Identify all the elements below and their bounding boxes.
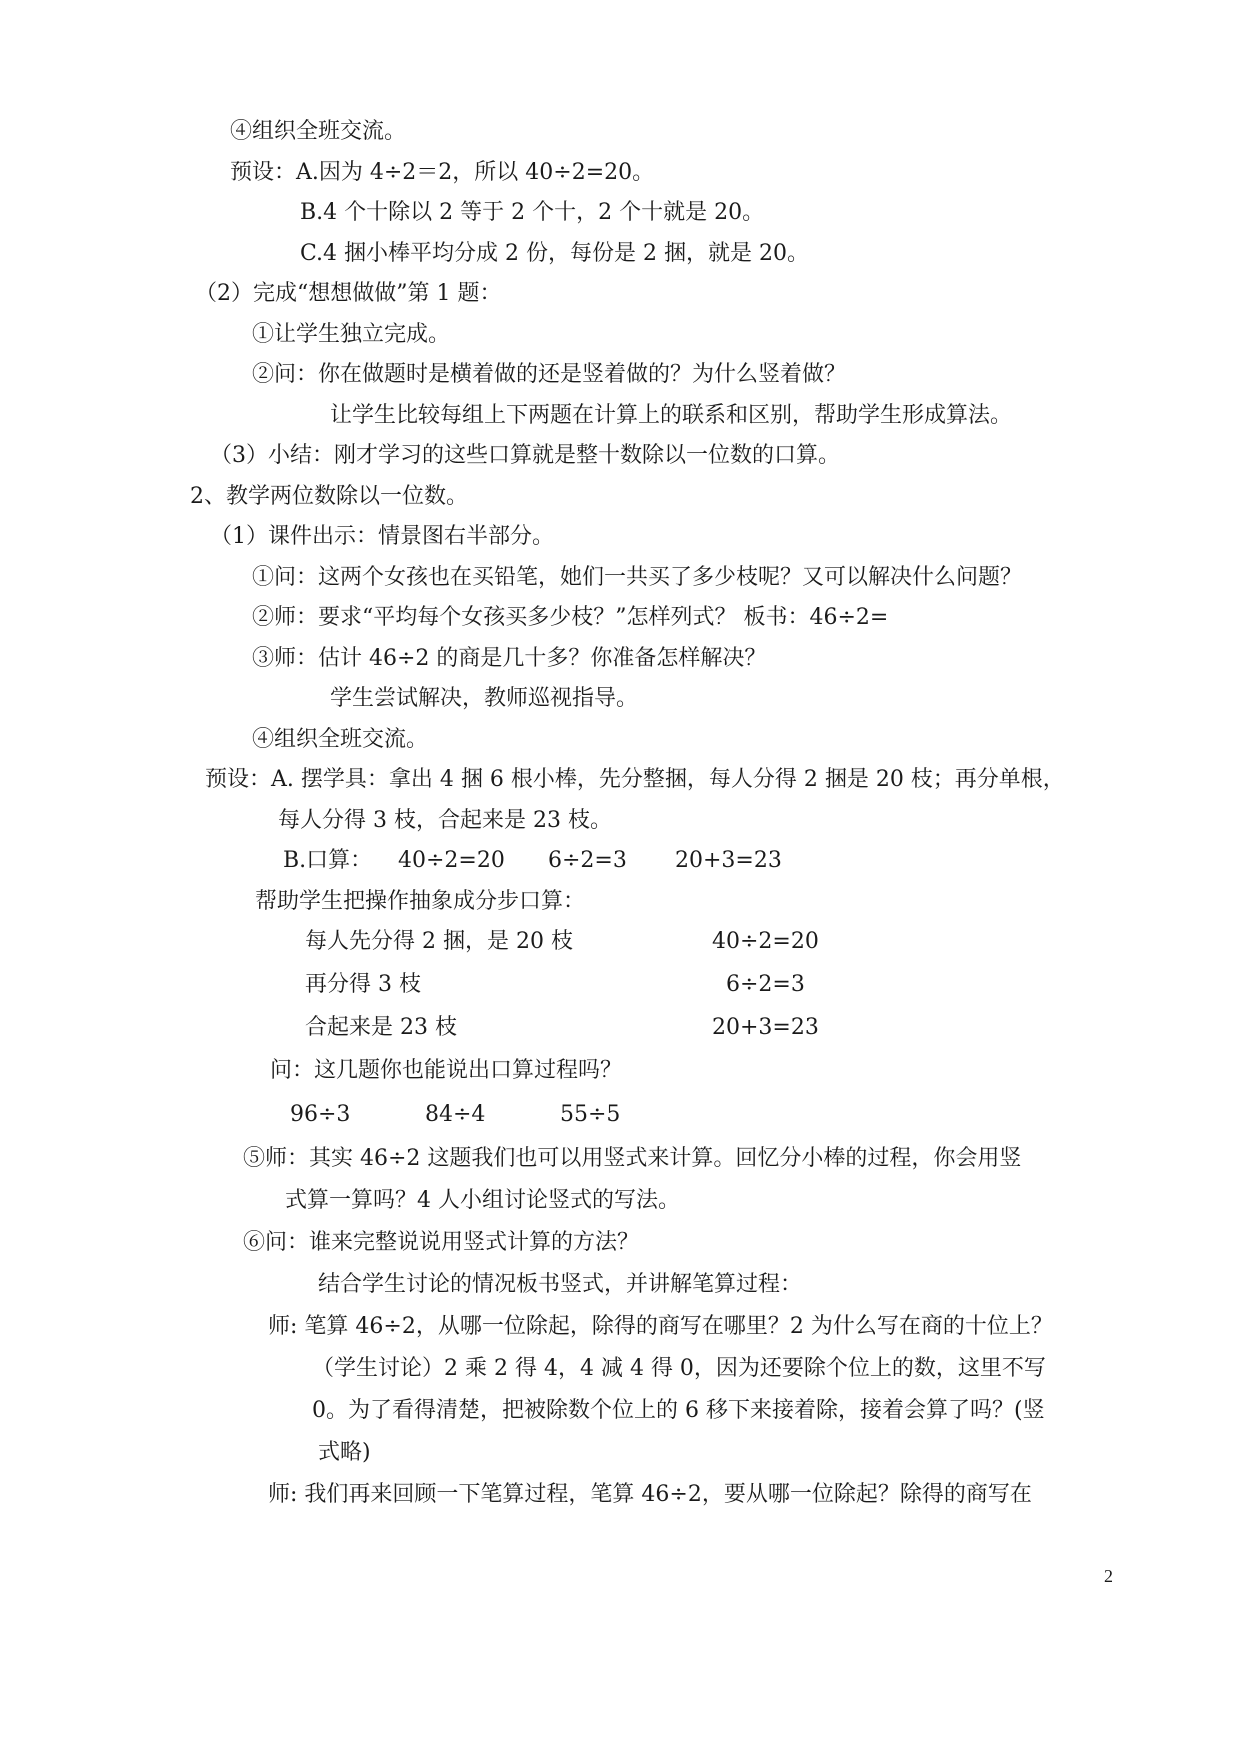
- text-line: 结合学生讨论的情况板书竖式，并讲解笔算过程：: [318, 1272, 803, 1297]
- text-line: 每人分得 3 枝，合起来是 23 枝。: [278, 808, 612, 833]
- text-line: ④组织全班交流。: [252, 727, 429, 752]
- step-expr: 20+3=23: [712, 1015, 819, 1040]
- text-line: 问：这几题你也能说出口算过程吗？: [270, 1058, 623, 1083]
- text-line: ⑤师：其实 46÷2 这题我们也可以用竖式来计算。回忆分小棒的过程，你会用竖: [243, 1146, 1022, 1171]
- oral-calc-expr: 20+3=23: [675, 848, 782, 873]
- text-line: 帮助学生把操作抽象成分步口算：: [255, 889, 586, 914]
- text-line: 师: 我们再来回顾一下笔算过程，笔算 46÷2，要从哪一位除起？除得的商写在: [268, 1482, 1032, 1507]
- step-text: 再分得 3 枝: [305, 972, 421, 997]
- exercise: 55÷5: [560, 1102, 621, 1127]
- text-line: 预设：A. 摆学具：拿出 4 捆 6 根小棒，先分整捆，每人分得 2 捆是 20 枝；再分单根，: [205, 767, 1065, 792]
- step-text: 合起来是 23 枝: [305, 1015, 457, 1040]
- text-line: 预设：A.因为 4÷2＝2，所以 40÷2=20。: [230, 160, 655, 185]
- text-line: 学生尝试解决，教师巡视指导。: [330, 686, 639, 711]
- text-line: ④组织全班交流。: [230, 119, 407, 144]
- text-line: ②师：要求“平均每个女孩买多少枝？”怎样列式？ 板书：46÷2=: [252, 605, 889, 630]
- text-line: （1）课件出示：情景图右半部分。: [210, 524, 554, 549]
- text-line: 式算一算吗？4 人小组讨论竖式的写法。: [285, 1188, 680, 1213]
- text-line: 式略): [318, 1440, 371, 1465]
- step-text: 每人先分得 2 捆，是 20 枝: [305, 929, 573, 954]
- text-line: B.4 个十除以 2 等于 2 个十，2 个十就是 20。: [300, 200, 765, 225]
- oral-calc-expr: 6÷2=3: [548, 848, 627, 873]
- text-line: C.4 捆小棒平均分成 2 份，每份是 2 捆，就是 20。: [300, 241, 809, 266]
- text-line: B.口算：: [283, 848, 373, 873]
- text-line: 师: 笔算 46÷2，从哪一位除起，除得的商写在哪里？2 为什么写在商的十位上？: [268, 1314, 1053, 1339]
- text-line: （3）小结：刚才学习的这些口算就是整十数除以一位数的口算。: [210, 443, 840, 468]
- text-line: 0。为了看得清楚，把被除数个位上的 6 移下来接着除，接着会算了吗？(竖: [312, 1398, 1045, 1423]
- text-line: （学生讨论）2 乘 2 得 4，4 减 4 得 0，因为还要除个位上的数，这里不写: [312, 1356, 1046, 1381]
- text-line: ①问：这两个女孩也在买铅笔，她们一共买了多少枝呢？又可以解决什么问题？: [252, 565, 1023, 590]
- step-expr: 6÷2=3: [726, 972, 805, 997]
- page-number: 2: [1104, 1566, 1113, 1586]
- text-line: ③师：估计 46÷2 的商是几十多？你准备怎样解决？: [252, 646, 767, 671]
- exercise: 84÷4: [425, 1102, 486, 1127]
- exercise: 96÷3: [290, 1102, 351, 1127]
- text-line: ⑥问：谁来完整说说用竖式计算的方法？: [243, 1230, 640, 1255]
- text-line: （2）完成“想想做做”第 1 题：: [195, 281, 502, 306]
- oral-calc-expr: 40÷2=20: [398, 848, 505, 873]
- text-line: 2、教学两位数除以一位数。: [190, 484, 468, 509]
- text-line: 让学生比较每组上下两题在计算上的联系和区别，帮助学生形成算法。: [330, 403, 1013, 428]
- step-expr: 40÷2=20: [712, 929, 819, 954]
- text-line: ①让学生独立完成。: [252, 322, 451, 347]
- text-line: ②问：你在做题时是横着做的还是竖着做的？为什么竖着做？: [252, 362, 847, 387]
